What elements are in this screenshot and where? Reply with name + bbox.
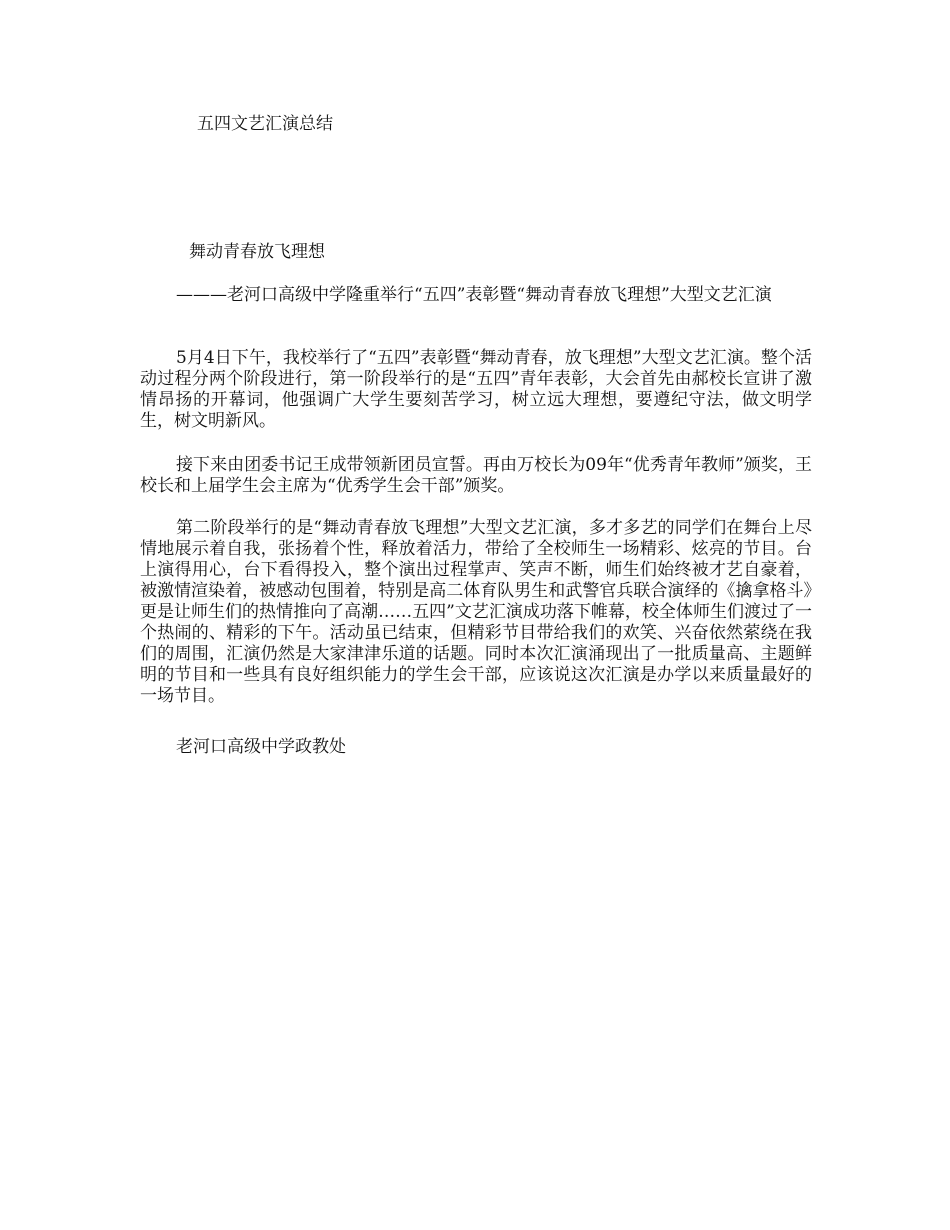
document-title: 五四文艺汇演总结 [197, 114, 333, 134]
document-signature: 老河口高级中学政教处 [176, 737, 346, 757]
document-heading: 舞动青春放飞理想 [189, 242, 325, 262]
paragraph-2: 接下来由团委书记王成带领新团员宣誓。再由万校长为09年“优秀青年教师”颁奖，王校长和上届学生会主席为“优秀学生会干部”颁奖。 [140, 455, 812, 496]
paragraph-3: 第二阶段举行的是“舞动青春放飞理想”大型文艺汇演，多才多艺的同学们在舞台上尽情地展示着自我，张扬着个性，释放着活力，带给了全校师生一场精彩、炫亮的节目。台上演得用心，台下看得投入，整个演出过程掌声、笑声不断，师生们始终被才艺自豪着，被激情渲染着，被感动包围着，特别是高二体育队男生和武警官兵联合演绎的《擒拿格斗》更是让师生们的热情推向了高潮……五四”文艺汇演成功落下帷幕，校全体师生们渡过了一个热闹的、精彩的下午。活动虽已结束，但精彩节目带给我们的欢笑、兴奋依然萦绕在我们的周围，汇演仍然是大家津津乐道的话题。同时本次汇演涌现出了一批质量高、主题鲜明的节目和一些具有良好组织能力的学生会干部，应该说这次汇演是办学以来质量最好的一场节目。 [140, 518, 812, 706]
paragraph-1: 5月4日下午，我校举行了“五四”表彰暨“舞动青春，放飞理想”大型文艺汇演。整个活动过程分两个阶段进行，第一阶段举行的是“五四”青年表彰，大会首先由郝校长宣讲了激情昂扬的开幕词，他强调广大学生要刻苦学习，树立远大理想，要遵纪守法，做文明学生，树文明新风。 [140, 348, 812, 431]
document-subheading: ———老河口高级中学隆重举行“五四”表彰暨“舞动青春放飞理想”大型文艺汇演 [176, 285, 772, 305]
